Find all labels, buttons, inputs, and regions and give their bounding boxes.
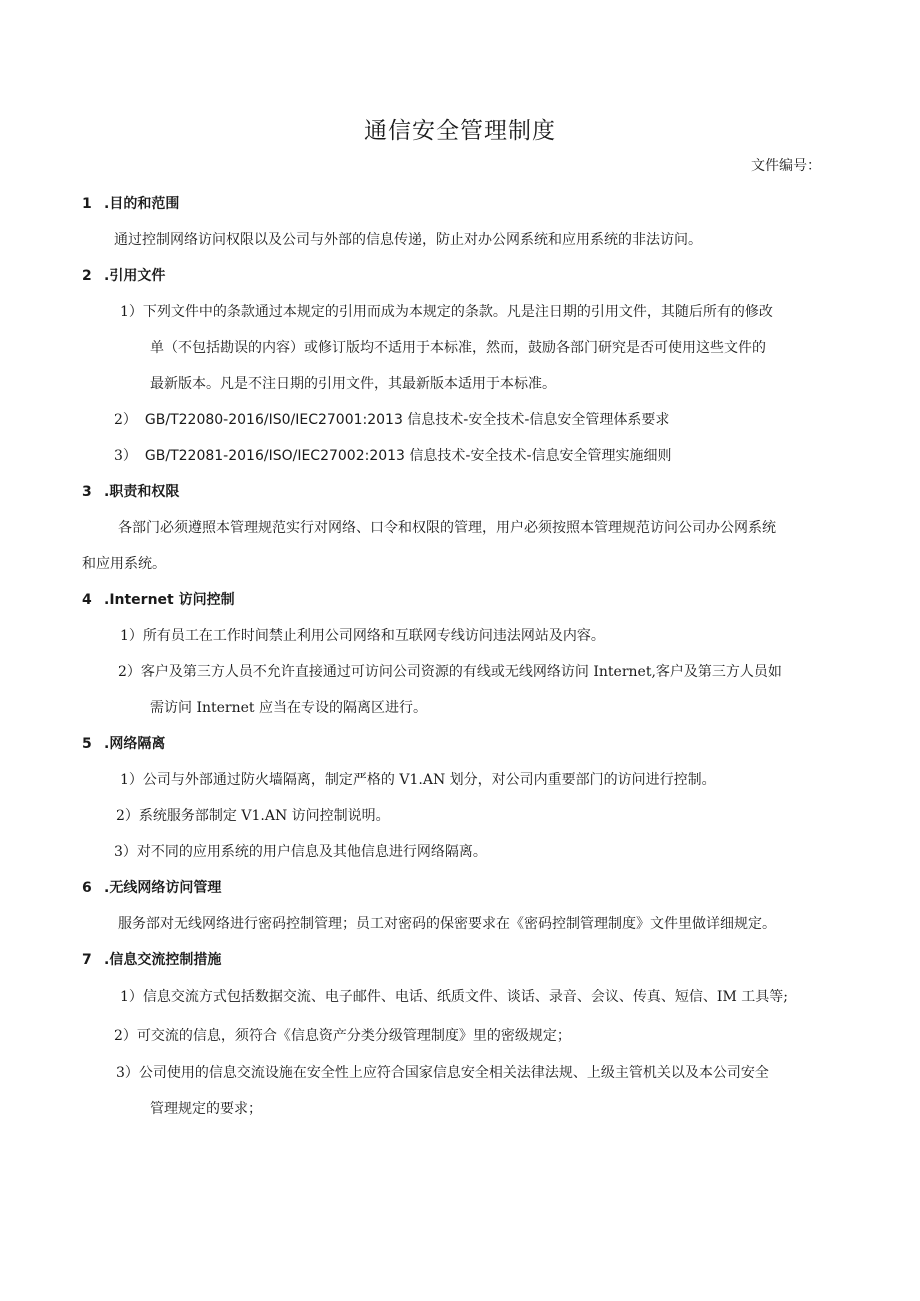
section-number: 3 bbox=[82, 484, 92, 500]
section-heading bbox=[82, 589, 235, 609]
list-text: 下列文件中的条款通过本规定的引用而成为本规定的条款。凡是注日期的引用文件，其随后所有的修改 bbox=[142, 304, 773, 320]
section-title: .信息交流控制措施 bbox=[104, 952, 222, 968]
list-marker: 1） bbox=[120, 989, 143, 1005]
list-marker: 2） bbox=[114, 1028, 137, 1044]
section-number: 7 bbox=[82, 952, 92, 968]
list-marker: 1） bbox=[120, 628, 143, 644]
list-marker: 3） bbox=[116, 1065, 139, 1081]
paragraph: 服务部对无线网络进行密码控制管理；员工对密码的保密要求在《密码控制管理制度》文件里做详细规定。 bbox=[118, 916, 776, 932]
document-number-label: 文件编号： bbox=[751, 158, 821, 174]
list-item bbox=[114, 841, 487, 861]
paragraph: 各部门必须遵照本管理规范实行对网络、口令和权限的管理，用户必须按照本管理规范访问公司办公网系统 bbox=[118, 520, 776, 536]
list-marker: 3） bbox=[114, 448, 137, 464]
list-item bbox=[114, 1025, 571, 1045]
list-item bbox=[118, 661, 782, 681]
section-number: 4 bbox=[82, 592, 92, 608]
section-number: 1 bbox=[82, 196, 92, 212]
list-text: 公司与外部通过防火墙隔离，制定严格的 V1.AN 划分，对公司内重要部门的访问进行控制。 bbox=[142, 772, 716, 788]
section-title: .职责和权限 bbox=[104, 484, 180, 500]
list-text: 系统服务部制定 V1.AN 访问控制说明。 bbox=[138, 808, 390, 824]
list-text: GB/T22080-2016/IS0/IEC27001:2013 信息技术-安全技术-信息安全管理体系要求 bbox=[144, 412, 670, 428]
paragraph-continuation: 和应用系统。 bbox=[82, 556, 166, 572]
list-text: 公司使用的信息交流设施在安全性上应符合国家信息安全相关法律法规、上级主管机关以及本公司安全 bbox=[138, 1065, 769, 1081]
list-item-continuation: 最新版本。凡是不注日期的引用文件，其最新版本适用于本标准。 bbox=[150, 376, 556, 392]
list-item bbox=[120, 625, 605, 645]
section-title: .引用文件 bbox=[104, 268, 166, 284]
list-text: GB/T22081-2016/ISO/IEC27002:2013 信息技术-安全技术-信息安全管理实施细则 bbox=[144, 448, 672, 464]
list-item bbox=[120, 301, 773, 321]
list-item-continuation: 管理规定的要求； bbox=[150, 1101, 262, 1117]
section-title: .网络隔离 bbox=[104, 736, 166, 752]
section-heading bbox=[82, 733, 165, 753]
list-item bbox=[116, 805, 390, 825]
list-marker: 2） bbox=[114, 412, 137, 428]
list-marker: 2） bbox=[116, 808, 139, 824]
section-heading bbox=[82, 949, 221, 969]
list-item bbox=[120, 986, 788, 1006]
section-heading bbox=[82, 265, 165, 285]
paragraph: 通过控制网络访问权限以及公司与外部的信息传递，防止对办公网系统和应用系统的非法访问。 bbox=[114, 232, 702, 248]
list-item-continuation: 单（不包括勘误的内容）或修订版均不适用于本标准，然而，鼓励各部门研究是否可使用这些文件的 bbox=[150, 340, 766, 356]
list-marker: 1） bbox=[120, 304, 143, 320]
section-title: .Internet 访问控制 bbox=[104, 592, 235, 608]
section-heading bbox=[82, 481, 179, 501]
list-item bbox=[116, 1062, 769, 1082]
list-text: 所有员工在工作时间禁止利用公司网络和互联网专线访问违法网站及内容。 bbox=[142, 628, 605, 644]
section-number: 2 bbox=[82, 268, 92, 284]
section-heading bbox=[82, 877, 221, 897]
list-marker: 1） bbox=[120, 772, 143, 788]
list-text: 对不同的应用系统的用户信息及其他信息进行网络隔离。 bbox=[136, 844, 487, 860]
list-text: 信息交流方式包括数据交流、电子邮件、电话、纸质文件、谈话、录音、会议、传真、短信、IM 工具等; bbox=[142, 989, 788, 1005]
section-number: 5 bbox=[82, 736, 92, 752]
list-item bbox=[120, 769, 716, 789]
list-text: 客户及第三方人员不允许直接通过可访问公司资源的有线或无线网络访问 Internet,客户及第三方人员如 bbox=[140, 664, 782, 680]
list-item-continuation: 需访问 Internet 应当在专设的隔离区进行。 bbox=[150, 700, 427, 716]
section-number: 6 bbox=[82, 880, 92, 896]
list-item bbox=[114, 445, 672, 465]
document-title: 通信安全管理制度 bbox=[364, 118, 556, 144]
section-title: .无线网络访问管理 bbox=[104, 880, 222, 896]
section-title: .目的和范围 bbox=[104, 196, 180, 212]
list-item bbox=[114, 409, 669, 429]
section-heading bbox=[82, 193, 179, 213]
list-text: 可交流的信息，须符合《信息资产分类分级管理制度》里的密级规定； bbox=[136, 1028, 571, 1044]
list-marker: 3） bbox=[114, 844, 137, 860]
list-marker: 2） bbox=[118, 664, 141, 680]
